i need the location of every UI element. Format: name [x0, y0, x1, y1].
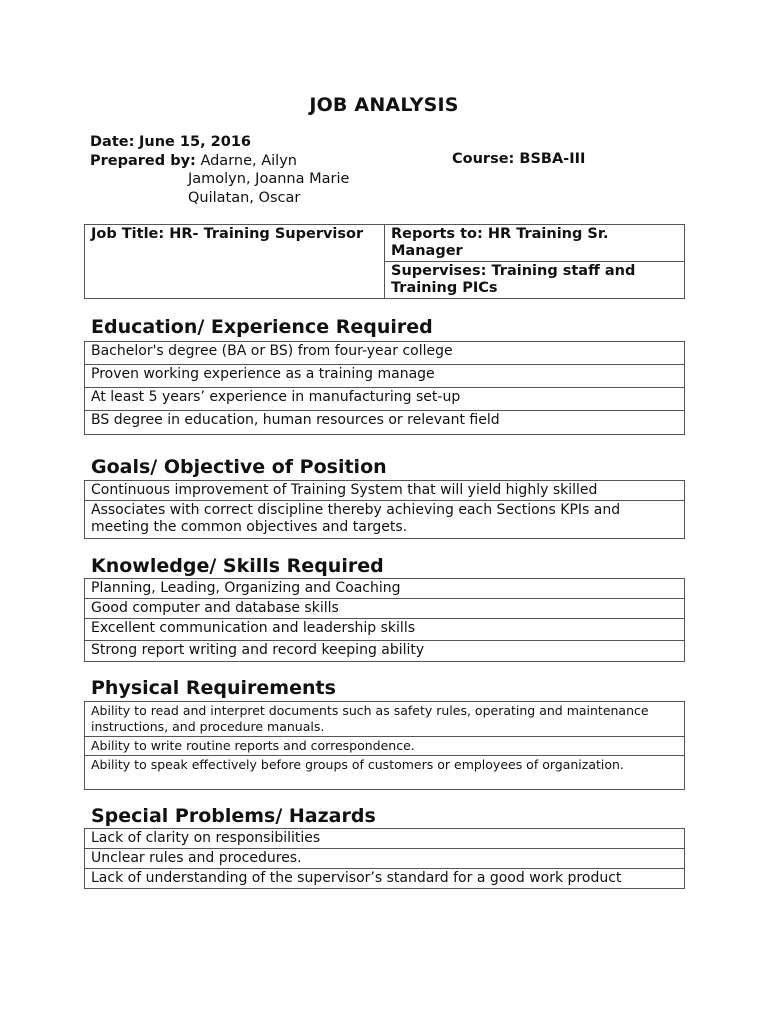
table-row: Associates with correct discipline thereby achieving each Sections KPIs and meeting the common objectives and targets. [85, 501, 685, 539]
date-value: June 15, 2016 [139, 134, 252, 150]
course-value: BSBA-III [519, 151, 586, 167]
hazards-table [84, 828, 685, 889]
physical-table [84, 701, 685, 790]
table-row: At least 5 years’ experience in manufacturing set-up [85, 388, 685, 411]
prepared-name: Jamolyn, Joanna Marie [188, 171, 350, 187]
prepared-name: Quilatan, Oscar [188, 189, 301, 206]
document-title: JOB ANALYSIS [309, 94, 459, 116]
table-row: Continuous improvement of Training System that will yield highly skilled [85, 481, 685, 501]
table-row: Lack of clarity on responsibilities [85, 829, 685, 849]
knowledge-table [84, 578, 685, 662]
job-title-cell: Job Title: HR- Training Supervisor [85, 225, 385, 299]
supervises-cell: Supervises: Training staff and Training PICs [385, 262, 685, 299]
prepared-label: Prepared by: [90, 152, 196, 169]
table-row: Good computer and database skills [85, 599, 685, 619]
reports-to-cell: Reports to: HR Training Sr. Manager [385, 225, 685, 262]
section-heading-education: Education/ Experience Required [91, 316, 433, 338]
table-row: Ability to read and interpret documents such as safety rules, operating and maintenance instructions, and procedure manuals. [85, 702, 685, 737]
table-row: Planning, Leading, Organizing and Coaching [85, 579, 685, 599]
course-line [452, 151, 585, 167]
prepared-line [90, 152, 349, 171]
section-heading-knowledge: Knowledge/ Skills Required [91, 555, 384, 577]
section-heading-hazards: Special Problems/ Hazards [91, 805, 376, 827]
table-row: BS degree in education, human resources or relevant field [85, 411, 685, 435]
date-label: Date: [90, 134, 135, 150]
table-row: Strong report writing and record keeping ability [85, 641, 685, 662]
job-info-table [84, 224, 685, 299]
section-heading-goals: Goals/ Objective of Position [91, 456, 387, 478]
document-meta [90, 133, 349, 207]
section-heading-physical: Physical Requirements [91, 677, 336, 699]
prepared-name: Adarne, Ailyn [200, 152, 297, 169]
course-label: Course: [452, 151, 515, 167]
table-row: Unclear rules and procedures. [85, 849, 685, 869]
table-row: Ability to write routine reports and correspondence. [85, 737, 685, 756]
table-row: Ability to speak effectively before groups of customers or employees of organization. [85, 755, 685, 789]
goals-table [84, 480, 685, 539]
date-line [90, 133, 349, 152]
table-row: Proven working experience as a training manage [85, 365, 685, 388]
education-table [84, 341, 685, 435]
table-row: Lack of understanding of the supervisor’s standard for a good work product [85, 869, 685, 889]
table-row: Excellent communication and leadership skills [85, 619, 685, 641]
table-row: Bachelor's degree (BA or BS) from four-year college [85, 342, 685, 365]
